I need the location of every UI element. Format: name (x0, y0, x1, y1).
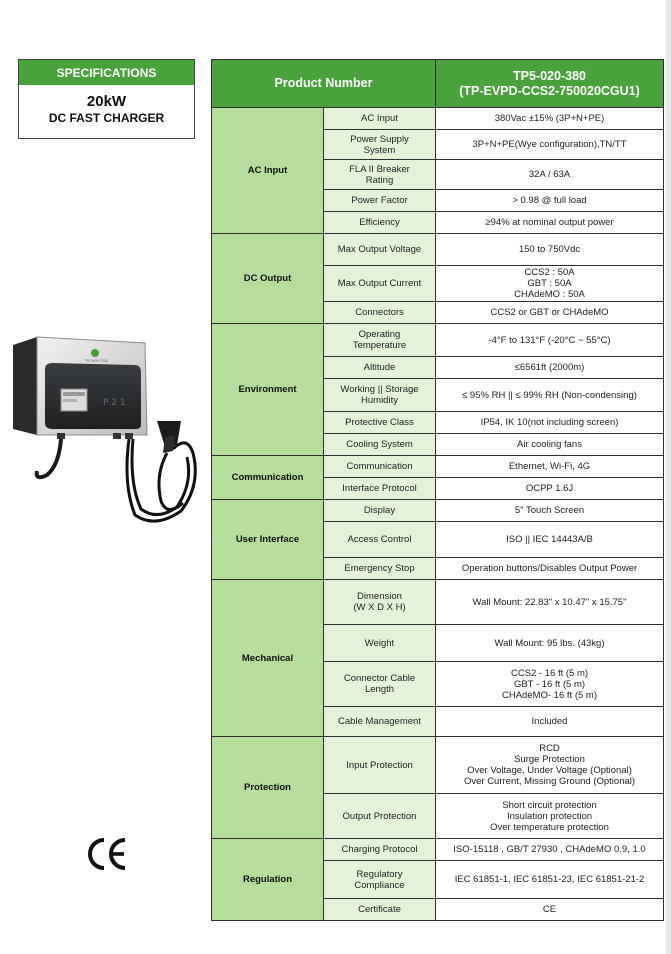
product-number-model: (TP-EVPD-CCS2-750020CGU1) (459, 83, 640, 98)
parameter-cell: Working || Storage Humidity (324, 379, 436, 412)
parameter-cell: Operating Temperature (324, 324, 436, 357)
category-cell: Protection (212, 737, 324, 839)
parameter-cell: Power Factor (324, 190, 436, 212)
value-cell: Operation buttons/Disables Output Power (436, 558, 664, 580)
category-cell: Mechanical (212, 580, 324, 737)
table-row (212, 234, 664, 266)
value-cell: RCD Surge Protection Over Voltage, Under Voltage (Optional) Over Current, Missing Ground (Optional) (436, 737, 664, 794)
value-cell: ≤ 95% RH || ≤ 99% RH (Non-condensing) (436, 379, 664, 412)
value-cell: 3P+N+PE(Wye configuration),TN/TT (436, 130, 664, 160)
parameter-cell: Max Output Voltage (324, 234, 436, 266)
power-rating: 20kW (86, 93, 127, 110)
table-row (212, 839, 664, 861)
value-cell: Wall Mount: 95 lbs. (43kg) (436, 625, 664, 662)
parameter-cell: Regulatory Compliance (324, 861, 436, 899)
value-cell: > 0.98 @ full load (436, 190, 664, 212)
category-cell: Communication (212, 456, 324, 500)
parameter-cell: Access Control (324, 522, 436, 558)
value-cell: Ethernet, Wi-Fi, 4G (436, 456, 664, 478)
value-cell: CCS2 - 16 ft (5 m) GBT - 16 ft (5 m) CHAdeMO- 16 ft (5 m) (436, 662, 664, 707)
parameter-cell: Efficiency (324, 212, 436, 234)
category-cell: DC Output (212, 234, 324, 324)
parameter-cell: Communication (324, 456, 436, 478)
specifications-heading: SPECIFICATIONS (19, 60, 194, 85)
value-cell: ISO-15118 , GB/T 27930 , CHAdeMO 0.9, 1.0 (436, 839, 664, 861)
parameter-cell: Connectors (324, 302, 436, 324)
spec-table (211, 59, 664, 921)
value-cell: -4°F to 131°F (-20°C ~ 55°C) (436, 324, 664, 357)
product-number-label: Product Number (212, 60, 436, 108)
category-cell: Environment (212, 324, 324, 456)
value-cell: OCPP 1.6J (436, 478, 664, 500)
value-cell: CCS2 or GBT or CHAdeMO (436, 302, 664, 324)
parameter-cell: Dimension (W X D X H) (324, 580, 436, 625)
brand-text: TECHMOTIVE (85, 359, 108, 363)
parameter-cell: Display (324, 500, 436, 522)
table-row (212, 324, 664, 357)
parameter-cell: Output Protection (324, 794, 436, 839)
parameter-cell: Weight (324, 625, 436, 662)
parameter-cell: Cable Management (324, 707, 436, 737)
parameter-cell: Input Protection (324, 737, 436, 794)
parameter-cell: Certificate (324, 899, 436, 921)
value-cell: 380Vac ±15% (3P+N+PE) (436, 108, 664, 130)
parameter-cell: Cooling System (324, 434, 436, 456)
parameter-cell: Charging Protocol (324, 839, 436, 861)
value-cell: ≤6561ft (2000m) (436, 357, 664, 379)
parameter-cell: Emergency Stop (324, 558, 436, 580)
value-cell: CE (436, 899, 664, 921)
value-cell: IEC 61851-1, IEC 61851-23, IEC 61851-21-2 (436, 861, 664, 899)
ce-logo (84, 834, 128, 874)
value-cell: Short circuit protection Insulation protection Over temperature protection (436, 794, 664, 839)
parameter-cell: Altitude (324, 357, 436, 379)
product-name: DC FAST CHARGER (48, 111, 165, 125)
parameter-cell: Protective Class (324, 412, 436, 434)
parameter-cell: Interface Protocol (324, 478, 436, 500)
value-cell: Air cooling fans (436, 434, 664, 456)
value-cell: ≥94% at nominal output power (436, 212, 664, 234)
header-row (212, 60, 664, 108)
category-cell: User Interface (212, 500, 324, 580)
value-cell: IP54, IK 10(not including screen) (436, 412, 664, 434)
value-cell: 5" Touch Screen (436, 500, 664, 522)
value-cell: 150 to 750Vdc (436, 234, 664, 266)
value-cell: Included (436, 707, 664, 737)
parameter-cell: AC Input (324, 108, 436, 130)
table-row (212, 580, 664, 625)
table-row (212, 737, 664, 794)
specifications-box (18, 59, 195, 139)
table-row (212, 500, 664, 522)
parameter-cell: Power Supply System (324, 130, 436, 160)
table-row (212, 108, 664, 130)
page-edge (666, 0, 671, 954)
table-row (212, 456, 664, 478)
value-cell: 32A / 63A (436, 160, 664, 190)
value-cell: ISO || IEC 14443A/B (436, 522, 664, 558)
display-text: P 2 1 (103, 398, 126, 408)
category-cell: AC Input (212, 108, 324, 234)
parameter-cell: Max Output Current (324, 266, 436, 302)
parameter-cell: Connector Cable Length (324, 662, 436, 707)
parameter-cell: FLA II Breaker Rating (324, 160, 436, 190)
product-number-code: TP5-020-380 (513, 68, 586, 83)
charger-image (5, 325, 210, 530)
product-number-value (436, 60, 664, 108)
category-cell: Regulation (212, 839, 324, 921)
value-cell: Wall Mount: 22.83" x 10.47" x 15.75" (436, 580, 664, 625)
value-cell: CCS2 : 50A GBT : 50A CHAdeMO : 50A (436, 266, 664, 302)
